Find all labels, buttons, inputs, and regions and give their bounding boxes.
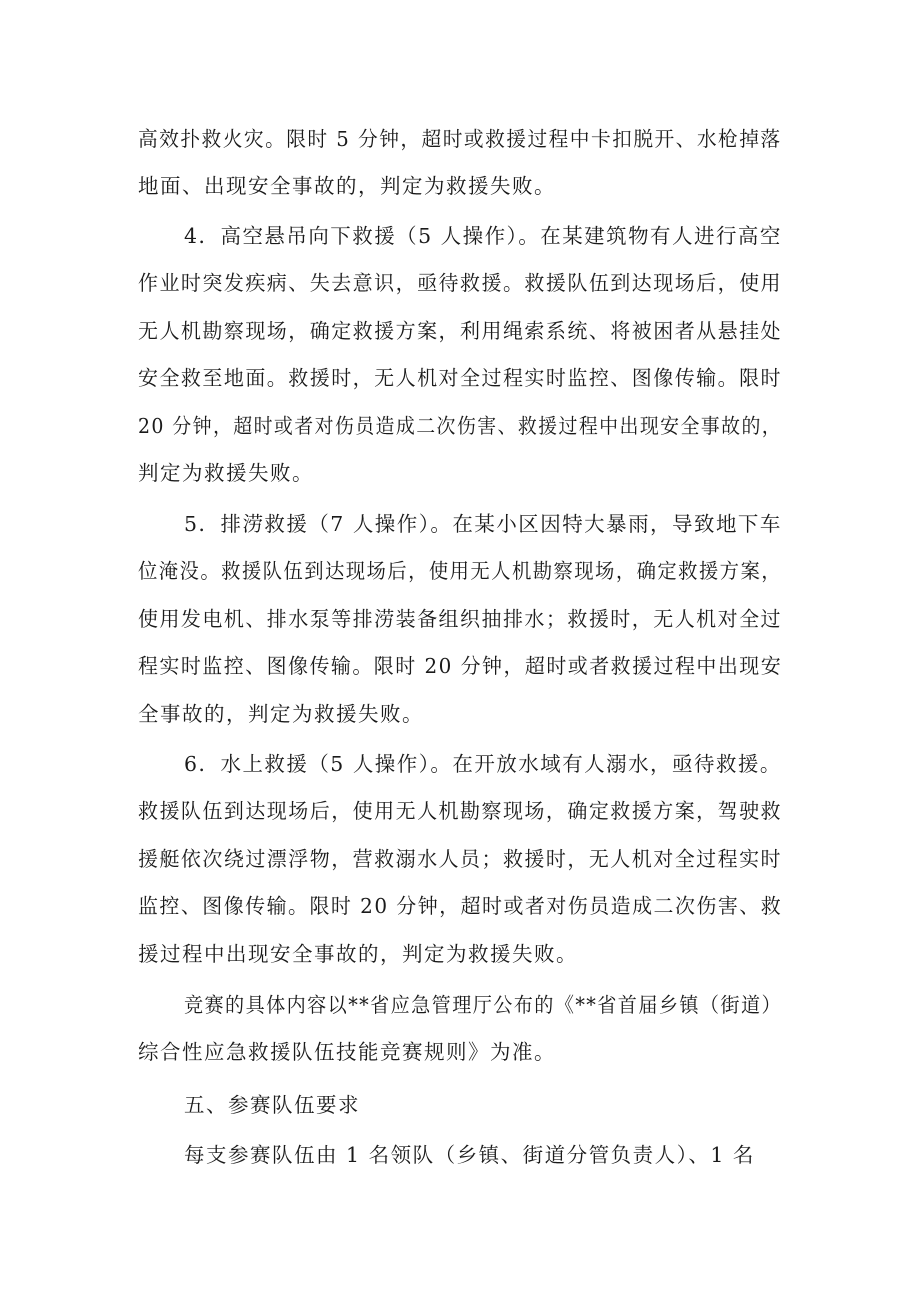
text-line: 全事故的，判定为救援失败。 xyxy=(138,702,424,726)
text-line: 使用发电机、排水泵等排涝装备组织抽排水；救援时，无人机对全过 xyxy=(138,607,783,631)
text-line: 每支参赛队伍由 1 名领队（乡镇、街道分管负责人）、1 名 xyxy=(184,1143,755,1167)
text-line: 无人机勘察现场，确定救援方案，利用绳索系统、将被困者从悬挂处 xyxy=(138,319,783,343)
section-item-5-heading: 5．排涝救援（7 人操作）。在某小区因特大暴雨，导致地下车 xyxy=(184,512,782,536)
text-line: 判定为救援失败。 xyxy=(138,461,314,485)
text-line: 竞赛的具体内容以**省应急管理厅公布的《**省首届乡镇（街道） xyxy=(184,993,782,1017)
text-line: 位淹没。救援队伍到达现场后，使用无人机勘察现场，确定救援方案， xyxy=(138,559,783,583)
text-line: 安全救至地面。救援时，无人机对全过程实时监控、图像传输。限时 xyxy=(138,366,783,390)
text-line: 综合性应急救援队伍技能竞赛规则》为准。 xyxy=(138,1040,556,1064)
section-item-4-heading: 4．高空悬吊向下救援（5 人操作）。在某建筑物有人进行高空 xyxy=(184,224,782,248)
text-line: 地面、出现安全事故的，判定为救援失败。 xyxy=(138,174,556,198)
text-line: 程实时监控、图像传输。限时 20 分钟，超时或者救援过程中出现安 xyxy=(138,654,783,678)
text-line: 援艇依次绕过漂浮物，营救溺水人员；救援时，无人机对全过程实时 xyxy=(138,847,783,871)
text-line: 20 分钟，超时或者对伤员造成二次伤害、救援过程中出现安全事故的， xyxy=(138,414,783,438)
text-line: 监控、图像传输。限时 20 分钟，超时或者对伤员造成二次伤害、救 xyxy=(138,894,783,918)
text-line: 作业时突发疾病、失去意识，亟待救援。救援队伍到达现场后，使用 xyxy=(138,271,783,295)
text-line: 援过程中出现安全事故的，判定为救援失败。 xyxy=(138,942,578,966)
section-heading: 五、参赛队伍要求 xyxy=(184,1093,360,1117)
text-line: 救援队伍到达现场后，使用无人机勘察现场，确定救援方案，驾驶救 xyxy=(138,799,783,823)
section-item-6-heading: 6．水上救援（5 人操作）。在开放水域有人溺水，亟待救援。 xyxy=(184,752,782,776)
text-line: 高效扑救火灾。限时 5 分钟，超时或救援过程中卡扣脱开、水枪掉落 xyxy=(138,127,782,151)
